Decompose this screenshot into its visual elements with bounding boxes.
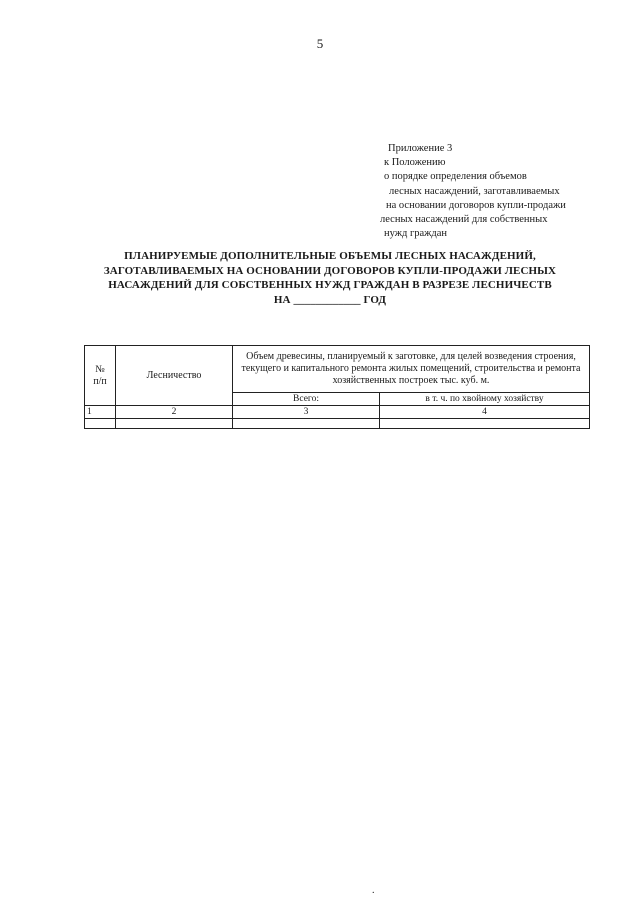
empty-cell: [116, 419, 233, 429]
table-row: [85, 419, 590, 429]
appendix-block: [380, 142, 610, 241]
appendix-line: нужд граждан: [384, 228, 448, 240]
title-line: ПЛАНИРУЕМЫЕ ДОПОЛНИТЕЛЬНЫЕ ОБЪЕМЫ ЛЕСНЫХ НАСАЖДЕНИЙ,: [124, 250, 536, 262]
table-header-row: [85, 346, 590, 393]
document-title: [80, 249, 580, 307]
title-line: ЗАГОТАВЛИВАЕМЫХ НА ОСНОВАНИИ ДОГОВОРОВ КУПЛИ-ПРОДАЖИ ЛЕСНЫХ: [103, 264, 557, 277]
appendix-line: к Положению: [384, 157, 446, 169]
appendix-line: о порядке определения объемов: [384, 171, 527, 183]
subheader-total-cell: Всего:: [233, 393, 380, 406]
page-number: 5: [316, 36, 324, 51]
appendix-line: Приложение 3: [388, 143, 453, 154]
empty-cell: [85, 419, 116, 429]
title-line: НА ____________ ГОД: [273, 293, 387, 306]
volumes-table: [84, 345, 590, 429]
appendix-line: лесных насаждений, заготавливаемых: [389, 185, 560, 197]
header-volume-cell: Объем древесины, планируемый к заготовке, для целей возведения строения, текущего и капитального ремонта жилых помещений, строительства и ремонта хозяйственных построек тыс. куб. м.: [233, 346, 590, 393]
appendix-line: на основании договоров купли-продажи: [386, 199, 566, 211]
numbering-cell: 3: [233, 406, 380, 419]
title-line: НАСАЖДЕНИЙ ДЛЯ СОБСТВЕННЫХ НУЖД ГРАЖДАН В РАЗРЕЗЕ ЛЕСНИЧЕСТВ: [108, 279, 552, 291]
footer-mark: .: [372, 885, 375, 896]
numbering-cell: 2: [116, 406, 233, 419]
header-forestry-cell: Лесничество: [116, 346, 233, 406]
appendix-line: лесных насаждений для собственных: [380, 214, 548, 226]
numbering-cell: 4: [380, 406, 590, 419]
numbering-cell: 1: [85, 406, 116, 419]
header-number-cell: № п/п: [85, 346, 116, 406]
subheader-conifer-cell: в т. ч. по хвойному хозяйству: [380, 393, 590, 406]
empty-cell: [380, 419, 590, 429]
table-numbering-row: [85, 406, 590, 419]
empty-cell: [233, 419, 380, 429]
